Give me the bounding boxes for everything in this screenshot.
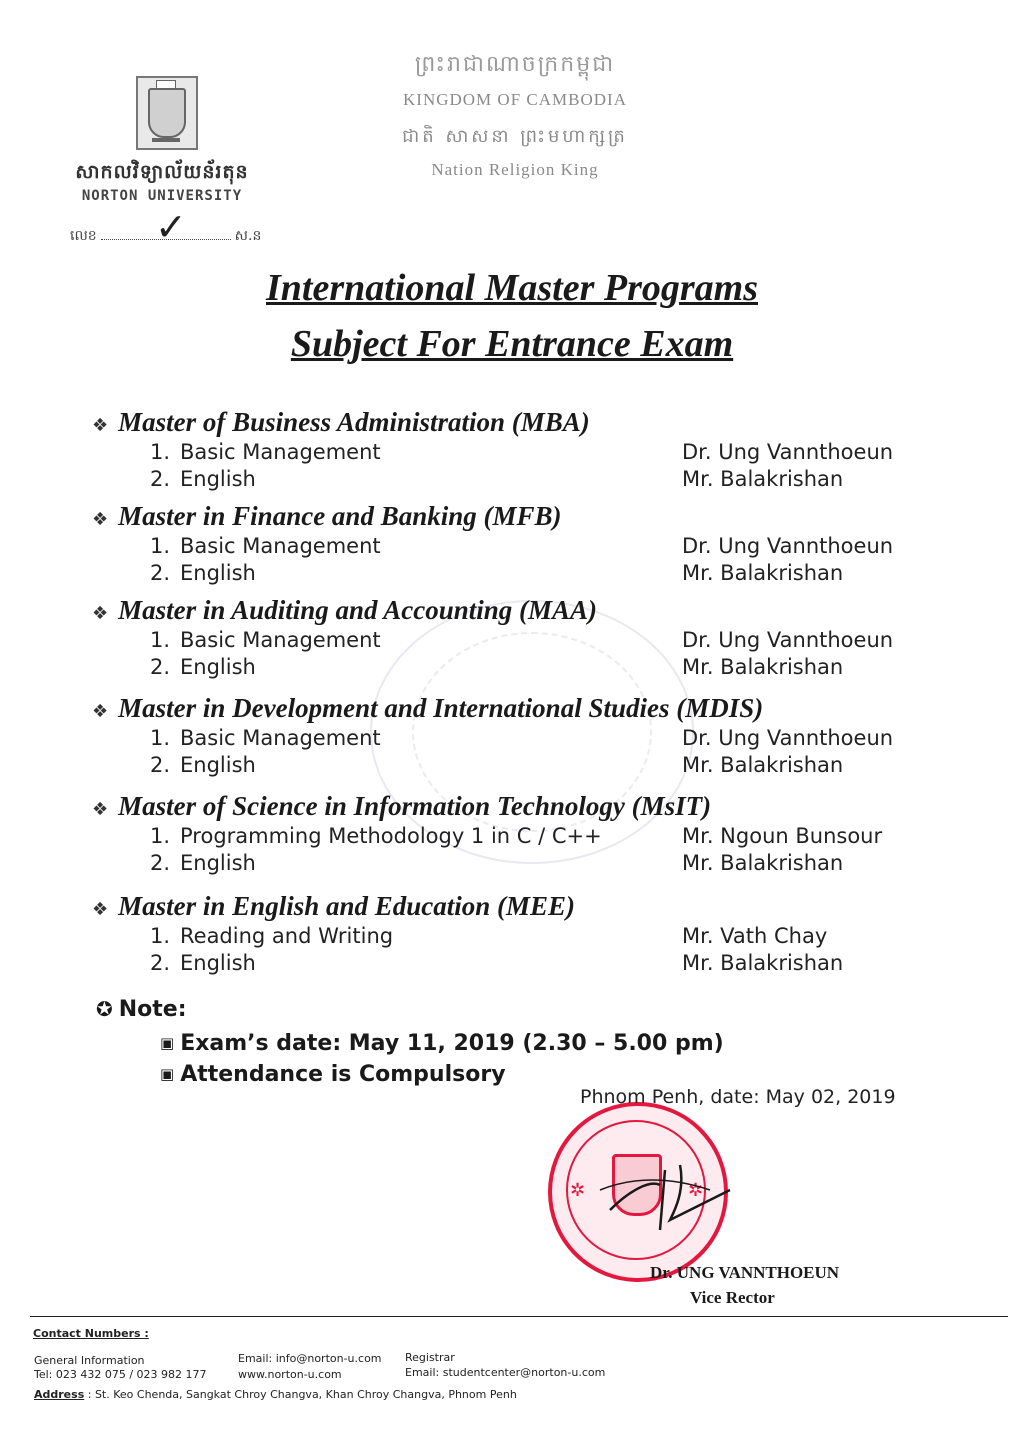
subject-row: 1. Basic Management Dr. Ung Vannthoeun bbox=[150, 726, 894, 750]
footer-divider bbox=[30, 1316, 1008, 1317]
university-logo bbox=[136, 76, 198, 150]
subject-name: English bbox=[180, 561, 256, 585]
subject-row: 2. English Mr. Balakrishan bbox=[150, 851, 844, 875]
subject-name: Basic Management bbox=[180, 534, 381, 558]
lecturer-name: Mr. Balakrishan bbox=[682, 753, 844, 777]
square-bullet-icon: ▣ bbox=[160, 1065, 175, 1083]
subject-row: 1. Basic Management Dr. Ung Vannthoeun bbox=[150, 440, 894, 464]
subject-name: Programming Methodology 1 in C / C++ bbox=[180, 824, 602, 848]
website: www.norton-u.com bbox=[238, 1368, 342, 1381]
diamond-bullet-icon: ❖ bbox=[92, 799, 109, 820]
registrar-email: Email: studentcenter@norton-u.com bbox=[405, 1366, 606, 1379]
signer-title: Vice Rector bbox=[690, 1288, 775, 1307]
lecturer-name: Dr. Ung Vannthoeun bbox=[682, 534, 894, 558]
ref-suffix: ស.ន bbox=[234, 228, 262, 244]
lecturer-name: Dr. Ung Vannthoeun bbox=[682, 628, 894, 652]
program-block bbox=[92, 593, 932, 681]
star-circle-icon: ✪ bbox=[96, 997, 113, 1021]
note-attendance: ▣ Attendance is Compulsory bbox=[160, 1062, 506, 1087]
subject-row: 2. English Mr. Balakrishan bbox=[150, 655, 844, 679]
subject-name: Basic Management bbox=[180, 628, 381, 652]
lecturer-name: Dr. Ung Vannthoeun bbox=[682, 440, 894, 464]
diamond-bullet-icon: ❖ bbox=[92, 701, 109, 722]
program-title: Master of Business Administration (MBA) bbox=[118, 407, 590, 437]
official-seal: ✲ ✲ bbox=[548, 1102, 728, 1282]
program-block bbox=[92, 789, 932, 877]
motto-khmer: ជាតិ សាសនា ព្រះមហាក្សត្រ bbox=[402, 126, 628, 147]
lecturer-name: Mr. Balakrishan bbox=[682, 851, 844, 875]
address-label: Address bbox=[34, 1388, 85, 1401]
square-bullet-icon: ▣ bbox=[160, 1034, 175, 1052]
subject-name: Basic Management bbox=[180, 440, 381, 464]
kingdom-title: KINGDOM OF CAMBODIA bbox=[403, 90, 627, 109]
motto: Nation Religion King bbox=[431, 160, 599, 179]
diamond-bullet-icon: ❖ bbox=[92, 603, 109, 624]
place-date: Phnom Penh, date: May 02, 2019 bbox=[580, 1086, 896, 1108]
program-block bbox=[92, 405, 932, 493]
address-text: : St. Keo Chenda, Sangkat Chroy Changva, Khan Chroy Changva, Phnom Penh bbox=[87, 1388, 517, 1401]
subject-row: 2. English Mr. Balakrishan bbox=[150, 561, 844, 585]
ref-prefix: លេខ bbox=[70, 228, 97, 244]
program-title: Master in Finance and Banking (MFB) bbox=[118, 501, 562, 531]
program-title: Master of Science in Information Technology (MsIT) bbox=[118, 791, 712, 821]
subject-row: 1. Reading and Writing Mr. Vath Chay bbox=[150, 924, 828, 948]
subject-name: English bbox=[180, 851, 256, 875]
signer-name: Dr. UNG VANNTHOEUN bbox=[650, 1263, 840, 1282]
note-heading: ✪ Note: bbox=[96, 997, 187, 1022]
program-block bbox=[92, 499, 932, 587]
subject-name: English bbox=[180, 467, 256, 491]
university-name-khmer: សាកលវិទ្យាល័យន័រតុន bbox=[75, 161, 249, 183]
program-title: Master in English and Education (MEE) bbox=[118, 891, 576, 921]
subject-name: Reading and Writing bbox=[180, 924, 394, 948]
lecturer-name: Mr. Vath Chay bbox=[682, 924, 828, 948]
page-subtitle: Subject For Entrance Exam bbox=[290, 323, 734, 365]
subject-row: 2. English Mr. Balakrishan bbox=[150, 753, 844, 777]
info-email: Email: info@norton-u.com bbox=[238, 1352, 382, 1365]
program-title: Master in Auditing and Accounting (MAA) bbox=[118, 595, 598, 625]
address bbox=[34, 1388, 517, 1401]
general-info-label: General Information bbox=[34, 1354, 145, 1367]
diamond-bullet-icon: ❖ bbox=[92, 899, 109, 920]
diamond-bullet-icon: ❖ bbox=[92, 509, 109, 530]
general-info-tel: Tel: 023 432 075 / 023 982 177 bbox=[34, 1368, 207, 1381]
subject-row: 1. Programming Methodology 1 in C / C++ Mr. Ngoun Bunsour bbox=[150, 824, 883, 848]
subject-name: Basic Management bbox=[180, 726, 381, 750]
lecturer-name: Dr. Ung Vannthoeun bbox=[682, 726, 894, 750]
program-title: Master in Development and International Studies (MDIS) bbox=[118, 693, 764, 723]
program-block bbox=[92, 691, 932, 779]
program-block bbox=[92, 889, 932, 977]
subject-row: 1. Basic Management Dr. Ung Vannthoeun bbox=[150, 534, 894, 558]
kingdom-khmer: ព្រះរាជាណាចក្រកម្ពុជា bbox=[414, 52, 616, 77]
signature-mark bbox=[590, 1150, 740, 1260]
diamond-bullet-icon: ❖ bbox=[92, 415, 109, 436]
university-name: NORTON UNIVERSITY bbox=[81, 188, 243, 204]
subject-row: 2. English Mr. Balakrishan bbox=[150, 467, 844, 491]
subject-name: English bbox=[180, 655, 256, 679]
subject-row: 1. Basic Management Dr. Ung Vannthoeun bbox=[150, 628, 894, 652]
subject-name: English bbox=[180, 951, 256, 975]
checkmark-icon: ✓ bbox=[155, 205, 187, 249]
contact-heading: Contact Numbers : bbox=[33, 1327, 149, 1340]
subject-row: 2. English Mr. Balakrishan bbox=[150, 951, 844, 975]
subject-name: English bbox=[180, 753, 256, 777]
page-title: International Master Programs bbox=[266, 267, 758, 309]
lecturer-name: Mr. Balakrishan bbox=[682, 655, 844, 679]
lecturer-name: Mr. Balakrishan bbox=[682, 561, 844, 585]
lecturer-name: Mr. Ngoun Bunsour bbox=[682, 824, 883, 848]
lecturer-name: Mr. Balakrishan bbox=[682, 467, 844, 491]
registrar-label: Registrar bbox=[405, 1351, 455, 1364]
lecturer-name: Mr. Balakrishan bbox=[682, 951, 844, 975]
note-exam-date: ▣ Exam’s date: May 11, 2019 (2.30 – 5.00 pm) bbox=[160, 1031, 724, 1056]
